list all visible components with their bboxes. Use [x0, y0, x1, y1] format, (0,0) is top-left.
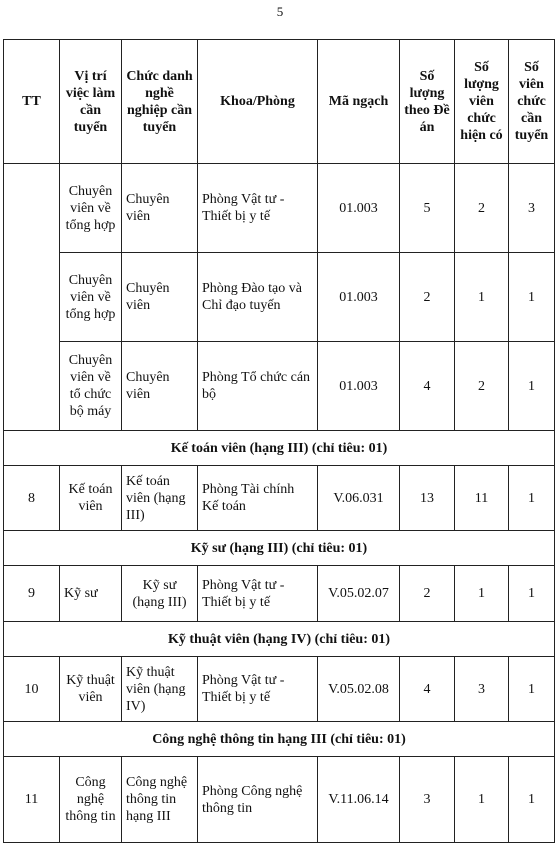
cell-tt: 11: [4, 757, 60, 843]
header-planned: Số lượng theo Đề án: [400, 40, 455, 164]
cell-needed: 3: [509, 164, 555, 253]
cell-position: Kế toán viên: [60, 466, 122, 531]
cell-job-title: Kế toán viên (hạng III): [122, 466, 198, 531]
header-row: [4, 40, 555, 164]
cell-planned: 2: [400, 253, 455, 342]
cell-tt: 10: [4, 657, 60, 722]
cell-planned: 4: [400, 342, 455, 431]
section-row: [4, 531, 555, 566]
cell-position: Chuyên viên về tổng hợp: [60, 253, 122, 342]
cell-department: Phòng Tài chính Kế toán: [198, 466, 318, 531]
cell-current: 2: [455, 164, 509, 253]
cell-code: V.05.02.08: [318, 657, 400, 722]
header-current: Số lượng viên chức hiện có: [455, 40, 509, 164]
cell-needed: 1: [509, 253, 555, 342]
section-row: [4, 622, 555, 657]
cell-needed: 1: [509, 342, 555, 431]
cell-code: 01.003: [318, 342, 400, 431]
section-title: Kỹ sư (hạng III) (chỉ tiêu: 01): [4, 531, 555, 566]
cell-position: Kỹ thuật viên: [60, 657, 122, 722]
cell-job-title: Chuyên viên: [122, 253, 198, 342]
section-title: Kỹ thuật viên (hạng IV) (chỉ tiêu: 01): [4, 622, 555, 657]
cell-planned: 13: [400, 466, 455, 531]
header-department: Khoa/Phòng: [198, 40, 318, 164]
cell-position: Công nghệ thông tin: [60, 757, 122, 843]
header-job-title: Chức danh nghề nghiệp cần tuyển: [122, 40, 198, 164]
table-row: [4, 466, 555, 531]
cell-position: Kỹ sư: [60, 566, 122, 622]
table-row: [4, 757, 555, 843]
cell-current: 11: [455, 466, 509, 531]
cell-position: Chuyên viên về tổng hợp: [60, 164, 122, 253]
table-row: [4, 164, 555, 253]
cell-code: 01.003: [318, 164, 400, 253]
cell-planned: 5: [400, 164, 455, 253]
page-number: 5: [276, 4, 284, 19]
table-row: [4, 657, 555, 722]
cell-department: Phòng Tổ chức cán bộ: [198, 342, 318, 431]
cell-department: Phòng Vật tư - Thiết bị y tế: [198, 164, 318, 253]
cell-job-title: Chuyên viên: [122, 164, 198, 253]
cell-current: 2: [455, 342, 509, 431]
cell-current: 3: [455, 657, 509, 722]
section-row: [4, 722, 555, 757]
cell-department: Phòng Đào tạo và Chỉ đạo tuyến: [198, 253, 318, 342]
cell-tt: [4, 164, 60, 431]
header-position: Vị trí việc làm cần tuyển: [60, 40, 122, 164]
cell-planned: 2: [400, 566, 455, 622]
cell-position: Chuyên viên về tổ chức bộ máy: [60, 342, 122, 431]
cell-code: V.05.02.07: [318, 566, 400, 622]
cell-department: Phòng Công nghệ thông tin: [198, 757, 318, 843]
cell-planned: 3: [400, 757, 455, 843]
cell-tt: 9: [4, 566, 60, 622]
section-title: Công nghệ thông tin hạng III (chỉ tiêu: 01): [4, 722, 555, 757]
recruitment-table: [3, 39, 555, 843]
cell-needed: 1: [509, 657, 555, 722]
section-title: Kế toán viên (hạng III) (chỉ tiêu: 01): [4, 431, 555, 466]
cell-code: 01.003: [318, 253, 400, 342]
header-needed: Số viên chức cần tuyển: [509, 40, 555, 164]
cell-department: Phòng Vật tư - Thiết bị y tế: [198, 657, 318, 722]
cell-current: 1: [455, 757, 509, 843]
cell-tt: 8: [4, 466, 60, 531]
cell-current: 1: [455, 566, 509, 622]
header-code: Mã ngạch: [318, 40, 400, 164]
table-row: [4, 566, 555, 622]
cell-code: V.11.06.14: [318, 757, 400, 843]
cell-current: 1: [455, 253, 509, 342]
cell-job-title: Chuyên viên: [122, 342, 198, 431]
cell-job-title: Kỹ thuật viên (hạng IV): [122, 657, 198, 722]
table-row: [4, 342, 555, 431]
section-row: [4, 431, 555, 466]
cell-needed: 1: [509, 466, 555, 531]
cell-code: V.06.031: [318, 466, 400, 531]
cell-needed: 1: [509, 757, 555, 843]
header-tt: TT: [4, 40, 60, 164]
cell-job-title: Kỹ sư (hạng III): [122, 566, 198, 622]
cell-job-title: Công nghệ thông tin hạng III: [122, 757, 198, 843]
cell-planned: 4: [400, 657, 455, 722]
cell-needed: 1: [509, 566, 555, 622]
table-row: [4, 253, 555, 342]
cell-department: Phòng Vật tư - Thiết bị y tế: [198, 566, 318, 622]
